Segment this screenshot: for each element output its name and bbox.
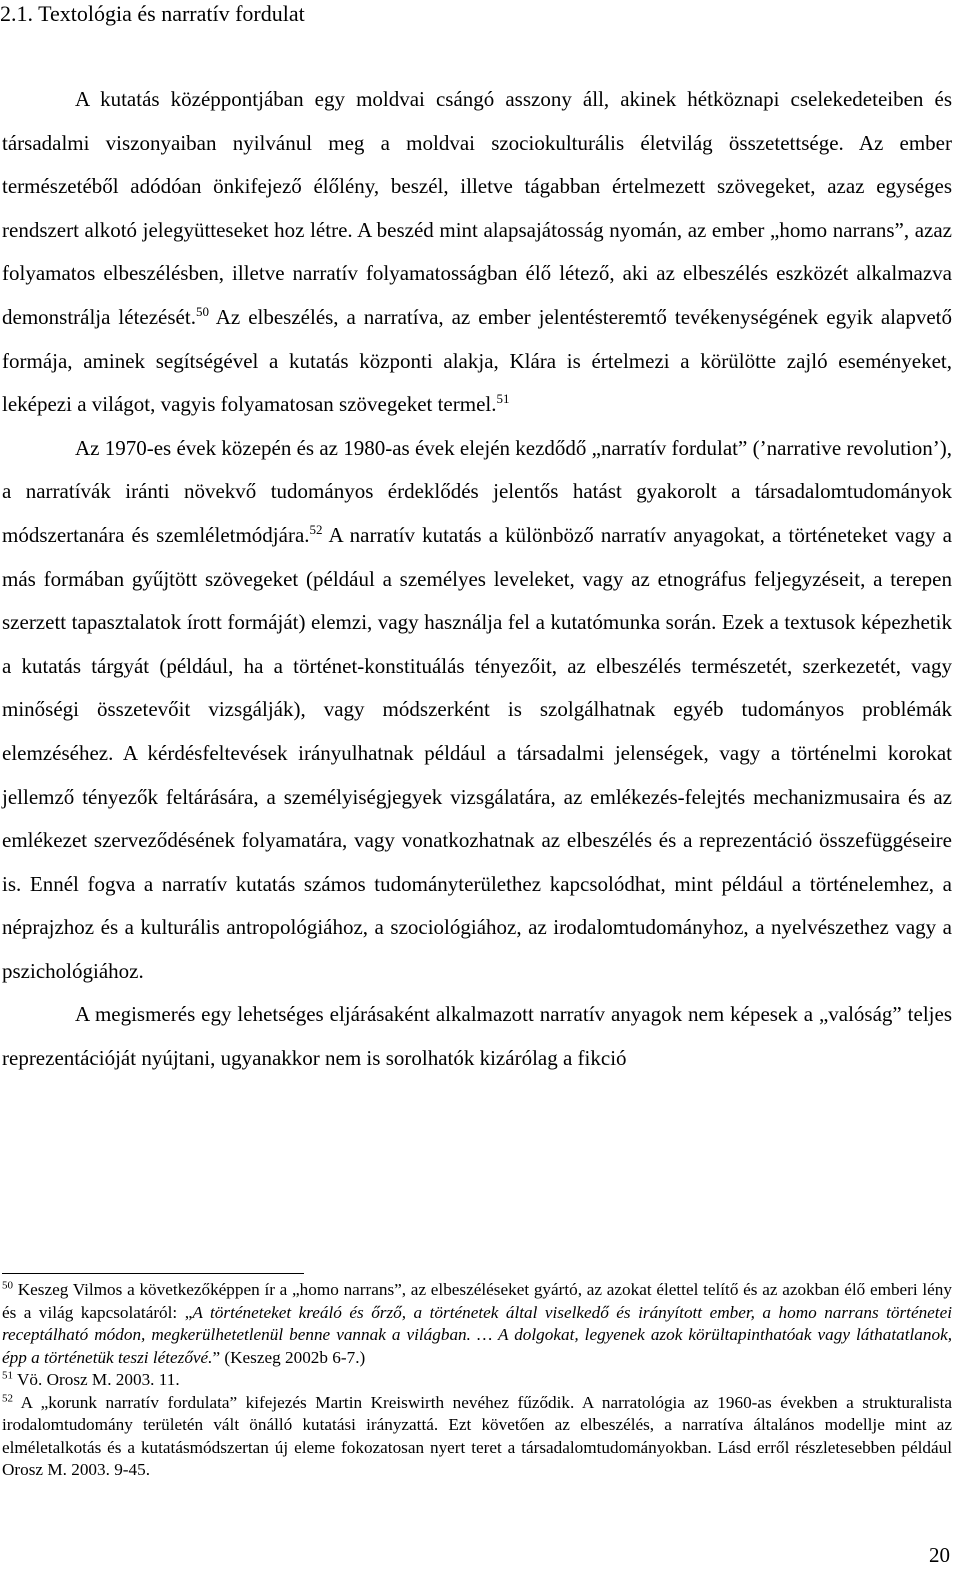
footnote-50-mark: 50 xyxy=(2,1279,13,1292)
paragraph-1 xyxy=(2,78,952,427)
footnote-51-text: Vö. Orosz M. 2003. 11. xyxy=(13,1370,180,1389)
paragraph-3-text: A megismerés egy lehetséges eljárásaként alkalmazott narratív anyagok nem képesek a „valóság” teljes reprezentációját nyújtani, ugyanakkor nem is sorolhatók kizárólag a fikció xyxy=(2,1002,952,1071)
paragraph-1-text-b: Az elbeszélés, a narratíva, az ember jelentésteremtő tevékenységének egyik alapvető formája, aminek segítségével a kutatás központi alakja, Klára is értelmezi a körülötte zajló eseményeket, leképezi a világot, vagyis folyamatosan szövegeket termel. xyxy=(2,304,952,417)
footnote-52 xyxy=(2,1392,952,1482)
paragraph-1-text-a: A kutatás középpontjában egy moldvai csángó asszony áll, akinek hétköznapi cselekedeteiben és társadalmi viszonyaiban nyilvánul meg a moldvai szociokulturális életvilág összetettsége. Az ember természetéből adódóan önkifejező élőlény, beszél, illetve tágabban értelmezett szövegeket, azaz egységes rendszert alkotó jelegyütteseket hoz létre. A beszéd mint alapsajátosság nyomán, az ember „homo narrans”, azaz folyamatos elbeszélésben, illetve narratív folyamatosságban élő létező, aki az elbeszélés eszközét alkalmazva demonstrálja létezését. xyxy=(2,87,952,329)
section-heading: 2.1. Textológia és narratív fordulat xyxy=(0,1,305,26)
footnote-50-lead: Keszeg Vilmos a következőképpen ír a „homo narrans”, az elbeszéléseket gyártó, az azokat élettel telítő és az azokban élő emberi lény és a világ kapcsolatáról: „ xyxy=(2,1280,952,1322)
footnote-ref-51[interactable]: 51 xyxy=(496,391,510,407)
paragraph-3 xyxy=(2,993,952,1080)
footnote-50-quote: A történeteket kreáló és őrző, a történetek által viselkedő és irányított ember, a homo narrans történetei receptálható módon, megkerülhetetlenül benne vannak a világban. … A dolgokat, legyenek azok körültapinthatóak vagy láthatatlanok, épp a történetük teszi létezővé. xyxy=(2,1302,952,1367)
body-text xyxy=(2,78,952,1081)
footnote-52-mark: 52 xyxy=(2,1391,13,1404)
paragraph-2 xyxy=(2,427,952,994)
footnote-ref-50[interactable]: 50 xyxy=(195,303,209,319)
footnotes xyxy=(2,1279,952,1482)
footnote-51-mark: 51 xyxy=(2,1369,13,1382)
footnote-52-text: A „korunk narratív fordulata” kifejezés Martin Kreiswirth nevéhez fűződik. A narratológia az 1960-as években a strukturalista irodalomtudomány területén vált önálló kutatási irányzattá. Ezt követően az elbeszélés, a narratíva általános modellje mint az elméletalkotás és a kutatásmódszertan új eleme fokozatosan nyert teret a társadalomtudományokban. Lásd erről részletesebben például Orosz M. 2003. 9-45. xyxy=(2,1392,952,1479)
footnote-50 xyxy=(2,1279,952,1369)
page-number: 20 xyxy=(929,1543,950,1567)
footnote-separator xyxy=(2,1273,304,1274)
footnote-51 xyxy=(2,1369,952,1392)
paragraph-2-text-b: A narratív kutatás a különböző narratív anyagokat, a történeteket vagy a más formában gyűjtött szövegeket (például a személyes leveleket, vagy az etnográfus feljegyzéseit, a terepen szerzett tapasztalatok írott formáját) elemzi, vagy használja fel a kutatómunka során. Ezek a textusok képezhetik a kutatás tárgyát (például, ha a történet-konstituálás tényezőit, az elbeszélés természetét, szerkezetét, vagy minőségi összetevőit vizsgálják), vagy módszerként is szolgálhatnak egyéb tudományos problémák elemzéséhez. A kérdésfeltevések irányulhatnak például a társadalmi jelenségek, vagy a történelmi korokat jellemző tényezők feltárására, a személyiségjegyek vizsgálatára, az emlékezés-felejtés mechanizmusaira és az emlékezet szerveződésének folyamatára, vagy vonatkozhatnak az elbeszélés és a reprezentáció összefüggéseire is. Ennél fogva a narratív kutatás számos tudományterülethez kapcsolódhat, mint például a történelemhez, a néprajzhoz és a kulturális antropológiához, a szociológiához, az irodalomtudományhoz, a nyelvészethez vagy a pszichológiához. xyxy=(2,522,952,983)
footnote-ref-52[interactable]: 52 xyxy=(309,521,323,537)
paragraph-2-text-a: Az 1970-es évek közepén és az 1980-as évek elején kezdődő „narratív fordulat” (’narrative revolution’), a narratívák iránti növekvő tudományos érdeklődés jelentős hatást gyakorolt a társadalomtudományok módszertanára és szemléletmódjára. xyxy=(2,435,952,547)
footnote-50-tail: ” (Keszeg 2002b 6-7.) xyxy=(212,1347,366,1367)
